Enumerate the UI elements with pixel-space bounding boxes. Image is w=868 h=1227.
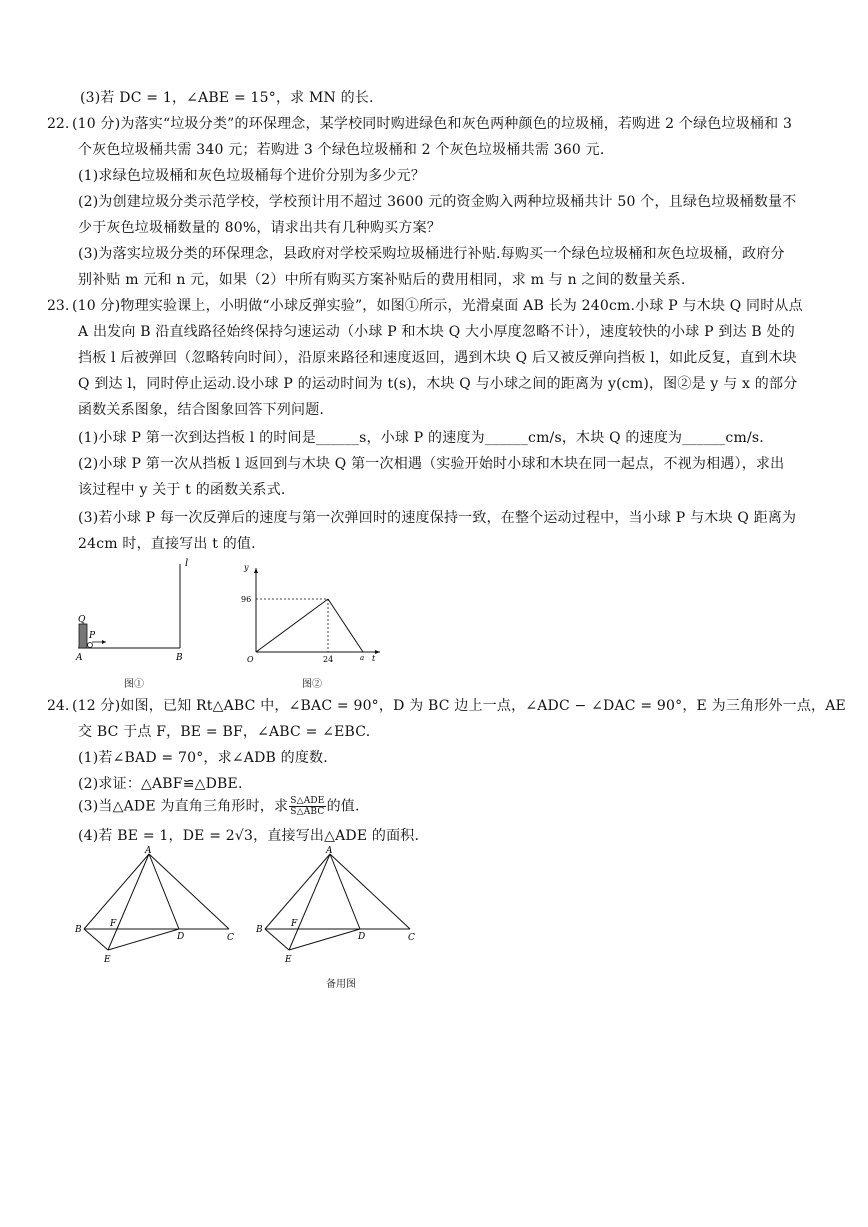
q23-line-5: 函数关系图象，结合图象回答下列问题. (78, 402, 325, 418)
q24-line-1: (12 分)如图，已知 Rt△ABC 中，∠BAC = 90°，D 为 BC 边上一点，∠ADC − ∠DAC = 90°，E 为三角形外一点，AE (72, 698, 846, 714)
label-96: 96 (241, 595, 252, 604)
q23-line-4: Q 到达 l，同时停止运动.设小球 P 的运动时间为 t(s)，木块 Q 与小球之间的距离为 y(cm)，图②是 y 与 x 的部分 (78, 376, 798, 392)
label-a-axis: a (360, 654, 365, 662)
ball-p (88, 643, 93, 648)
fraction-denominator: S△ABC (290, 807, 325, 817)
vertex-d: D (177, 932, 185, 942)
arrow-head (102, 640, 106, 644)
label-y: y (244, 563, 249, 572)
q24-part4: (4)若 BE = 1，DE = 2√3，直接写出△ADE 的面积. (78, 828, 420, 844)
q23-part2-line-1: (2)小球 P 第一次从挡板 l 返回到与木块 Q 第一次相遇（实验开始时小球和木块在同一起点，不视为相遇），求出 (78, 456, 785, 472)
q24-part3 (78, 796, 360, 817)
vertex-e: E (285, 955, 292, 965)
q23-number: 23. (47, 298, 70, 314)
label-24: 24 (323, 655, 334, 664)
q23-figure-2-graph (236, 556, 386, 668)
vertex-f: F (291, 919, 298, 929)
vertex-c: C (408, 933, 415, 943)
vertex-e: E (104, 955, 111, 965)
q24-backup-figure (246, 846, 422, 968)
q22-line-1: (10 分)为落实“垃圾分类”的环保理念，某学校同时购进绿色和灰色两种颜色的垃圾桶，若购进 2 个绿色垃圾桶和 3 (72, 116, 793, 132)
q22-line-4: (2)为创建垃圾分类示范学校，学校预计用不超过 3600 元的资金购入两种垃圾桶共计 50 个，且绿色垃圾桶数量不 (78, 194, 797, 210)
segment-be (265, 929, 289, 950)
q23-line-2: A 出发向 B 沿直线路径始终保持匀速运动（小球 P 和木块 Q 大小厚度忽略不计），速度较快的小球 P 到达 B 处的 (78, 324, 795, 340)
q24-part1: (1)若∠BAD = 70°，求∠ADB 的度数. (78, 750, 328, 766)
vertex-d: D (358, 932, 366, 942)
segment-de (108, 929, 179, 950)
vertex-a: A (145, 846, 152, 856)
segment-ab (84, 854, 149, 929)
q21-part3: (3)若 DC = 1，∠ABE = 15°，求 MN 的长. (80, 90, 374, 106)
q23-part1: (1)小球 P 第一次到达挡板 l 的时间是______s，小球 P 的速度为______cm/s，木块 Q 的速度为______cm/s. (78, 430, 764, 446)
segment-ab (265, 854, 330, 929)
q23-line-1: (10 分)物理实验课上，小明做“小球反弹实验”，如图①所示，光滑桌面 AB 长为 240cm.小球 P 与木块 Q 同时从点 (72, 298, 803, 314)
fraction-numerator: S△ADE (290, 796, 325, 806)
q24-part2: (2)求证：△ABF≌△DBE. (78, 776, 243, 792)
label-q: Q (78, 615, 86, 625)
label-p: P (89, 631, 96, 641)
vertex-c: C (227, 933, 234, 943)
label-t: t (372, 654, 376, 663)
vertex-b: B (75, 925, 82, 935)
segment-de (289, 929, 360, 950)
q22-line-3: (1)求绿色垃圾桶和灰色垃圾桶每个进价分别为多少元？ (78, 168, 426, 184)
segment-be (84, 929, 108, 950)
vertex-a: A (326, 846, 333, 856)
q24-line-2: 交 BC 于点 F，BE = BF，∠ABC = ∠EBC. (78, 724, 371, 740)
figure-1-caption: 图① (124, 679, 144, 690)
q24-number: 24. (47, 698, 70, 714)
q24-part3-prefix: (3)当△ADE 为直角三角形时，求 (78, 798, 289, 815)
backup-figure-caption: 备用图 (326, 979, 356, 990)
q22-line-2: 个灰色垃圾桶共需 340 元；若购进 3 个绿色垃圾桶和 2 个灰色垃圾桶共需 360 元. (78, 142, 605, 158)
figure-2-caption: 图② (302, 679, 322, 690)
label-b: B (176, 653, 183, 663)
vertex-f: F (110, 919, 117, 929)
label-l: l (185, 558, 189, 569)
q23-part3-line-2: 24cm 时，直接写出 t 的值. (78, 536, 256, 552)
q22-line-6: (3)为落实垃圾分类的环保理念，县政府对学校采购垃圾桶进行补贴.每购买一个绿色垃圾桶和灰色垃圾桶，政府分 (78, 246, 785, 262)
q23-figure-1 (68, 556, 198, 666)
segment-ae (108, 854, 149, 950)
q22-number: 22. (47, 116, 70, 132)
q24-triangle-figure (72, 846, 248, 968)
q23-part3-line-1: (3)若小球 P 每一次反弹后的速度与第一次弹回时的速度保持一致，在整个运动过程中，当小球 P 与木块 Q 距离为 (78, 510, 797, 526)
segment-ad (149, 854, 179, 929)
area-ratio-fraction (289, 796, 325, 817)
label-origin: O (247, 655, 254, 664)
segment-ac (330, 854, 410, 929)
q22-line-5: 少于灰色垃圾桶数量的 80%，请求出共有几种购买方案？ (78, 220, 441, 236)
graph-segment-1 (256, 599, 328, 652)
q24-part3-suffix: 的值. (326, 798, 360, 815)
q22-line-7: 别补贴 m 元和 n 元，如果（2）中所有购买方案补贴后的费用相同，求 m 与 n 之间的数量关系. (78, 272, 686, 288)
segment-ac (149, 854, 229, 929)
block-q (79, 624, 87, 648)
q23-part2-line-2: 该过程中 y 关于 t 的函数关系式. (78, 482, 286, 498)
label-a: A (76, 653, 83, 663)
q23-line-3: 挡板 l 后被弹回（忽略转向时间），沿原来路径和速度返回，遇到木块 Q 后又被反弹向挡板 l，如此反复，直到木块 (78, 350, 797, 366)
graph-segment-2 (328, 599, 363, 652)
x-axis-arrow (375, 650, 380, 654)
segment-ad (330, 854, 360, 929)
segment-ae (289, 854, 330, 950)
y-axis-arrow (254, 568, 258, 573)
vertex-b: B (256, 925, 263, 935)
